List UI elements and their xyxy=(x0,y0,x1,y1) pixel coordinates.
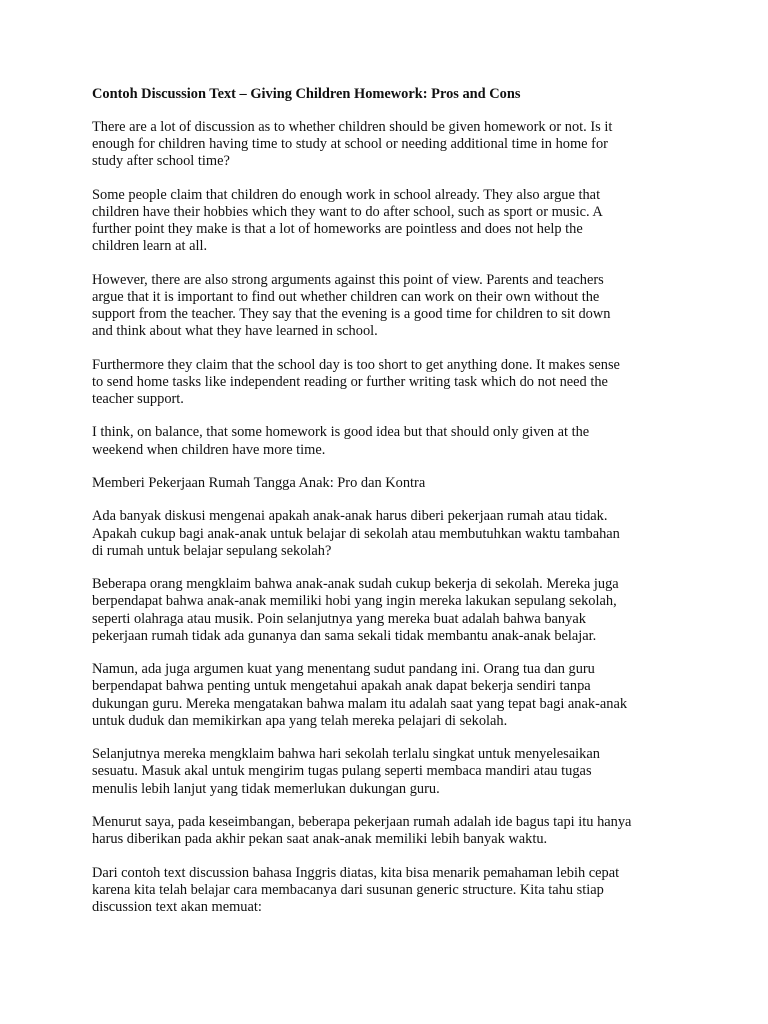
text-line: Some people claim that children do enough work in school already. They also argue that xyxy=(92,186,601,203)
text-line: weekend when children have more time. xyxy=(92,441,326,458)
text-line: Furthermore they claim that the school day is too short to get anything done. It makes sense xyxy=(92,356,620,373)
text-line: study after school time? xyxy=(92,153,230,170)
text-line: discussion text akan memuat: xyxy=(92,898,262,915)
text-line: berpendapat bahwa penting untuk mengetahui apakah anak dapat bekerja sendiri tanpa xyxy=(92,678,591,695)
text-line: children have their hobbies which they want to do after school, such as sport or music. A xyxy=(92,203,603,220)
text-line: and think about what they have learned in school. xyxy=(92,323,378,340)
document-page xyxy=(92,86,692,932)
text-line: dukungan guru. Mereka mengatakan bahwa malam itu adalah saat yang tepat bagi anak-anak xyxy=(92,695,628,712)
paragraph xyxy=(92,475,692,492)
text-line: further point they make is that a lot of homeworks are pointless and does not help the xyxy=(92,221,583,237)
document-body xyxy=(92,119,692,916)
text-line: sesuatu. Masuk akal untuk mengirim tugas pulang seperti membaca mandiri atau tugas xyxy=(92,763,592,780)
text-line: children learn at all. xyxy=(92,238,208,255)
text-line: Menurut saya, pada keseimbangan, beberapa pekerjaan rumah adalah ide bagus tapi itu hanya xyxy=(92,813,632,830)
text-line: berpendapat bahwa anak-anak memiliki hobi yang ingin mereka lakukan sepulang sekolah, xyxy=(92,593,617,610)
text-line: Memberi Pekerjaan Rumah Tangga Anak: Pro dan Kontra xyxy=(92,474,426,491)
paragraph xyxy=(92,661,692,730)
text-line: karena kita telah belajar cara membacanya dari susunan generic structure. Kita tahu stiap xyxy=(92,881,604,898)
text-line: pekerjaan rumah tidak ada gunanya dan sama sekali tidak membantu anak-anak belajar. xyxy=(92,627,597,644)
text-line: seperti olahraga atau musik. Poin selanjutnya yang mereka buat adalah bahwa banyak xyxy=(92,610,586,627)
text-line: argue that it is important to find out whether children can work on their own without the xyxy=(92,288,600,305)
text-line: enough for children having time to study at school or needing additional time in home for xyxy=(92,136,608,152)
paragraph xyxy=(92,357,692,409)
paragraph xyxy=(92,576,692,645)
text-line: menulis lebih lanjut yang tidak memerlukan dukungan guru. xyxy=(92,780,440,797)
text-line: I think, on balance, that some homework is good idea but that should only given at the xyxy=(92,424,590,441)
text-line: There are a lot of discussion as to whether children should be given homework or not. Is it xyxy=(92,118,613,135)
paragraph xyxy=(92,119,692,171)
paragraph xyxy=(92,814,692,848)
text-line: harus diberikan pada akhir pekan saat anak-anak memiliki lebih banyak waktu. xyxy=(92,831,548,848)
text-line: untuk duduk dan memikirkan apa yang telah mereka pelajari di sekolah. xyxy=(92,712,508,729)
document-title: Contoh Discussion Text – Giving Children Homework: Pros and Cons xyxy=(92,86,521,102)
text-line: di rumah untuk belajar sepulang sekolah? xyxy=(92,542,332,559)
text-line: Ada banyak diskusi mengenai apakah anak-anak harus diberi pekerjaan rumah atau tidak. xyxy=(92,508,608,525)
text-line: Beberapa orang mengklaim bahwa anak-anak sudah cukup bekerja di sekolah. Mereka juga xyxy=(92,576,619,593)
text-line: teacher support. xyxy=(92,391,184,407)
text-line: Selanjutnya mereka mengklaim bahwa hari sekolah terlalu singkat untuk menyelesaikan xyxy=(92,746,600,763)
paragraph xyxy=(92,508,692,560)
text-line: support from the teacher. They say that the evening is a good time for children to sit down xyxy=(92,306,611,322)
text-line: Apakah cukup bagi anak-anak untuk belajar di sekolah atau membutuhkan waktu tambahan xyxy=(92,525,620,542)
text-line: Namun, ada juga argumen kuat yang menentang sudut pandang ini. Orang tua dan guru xyxy=(92,661,595,678)
text-line: to send home tasks like independent reading or further writing task which do not need the xyxy=(92,373,608,390)
paragraph xyxy=(92,746,692,798)
paragraph xyxy=(92,272,692,341)
paragraph xyxy=(92,424,692,458)
paragraph xyxy=(92,187,692,256)
text-line: However, there are also strong arguments against this point of view. Parents and teachers xyxy=(92,271,604,288)
paragraph xyxy=(92,865,692,917)
text-line: Dari contoh text discussion bahasa Inggris diatas, kita bisa menarik pemahaman lebih cepat xyxy=(92,864,620,881)
